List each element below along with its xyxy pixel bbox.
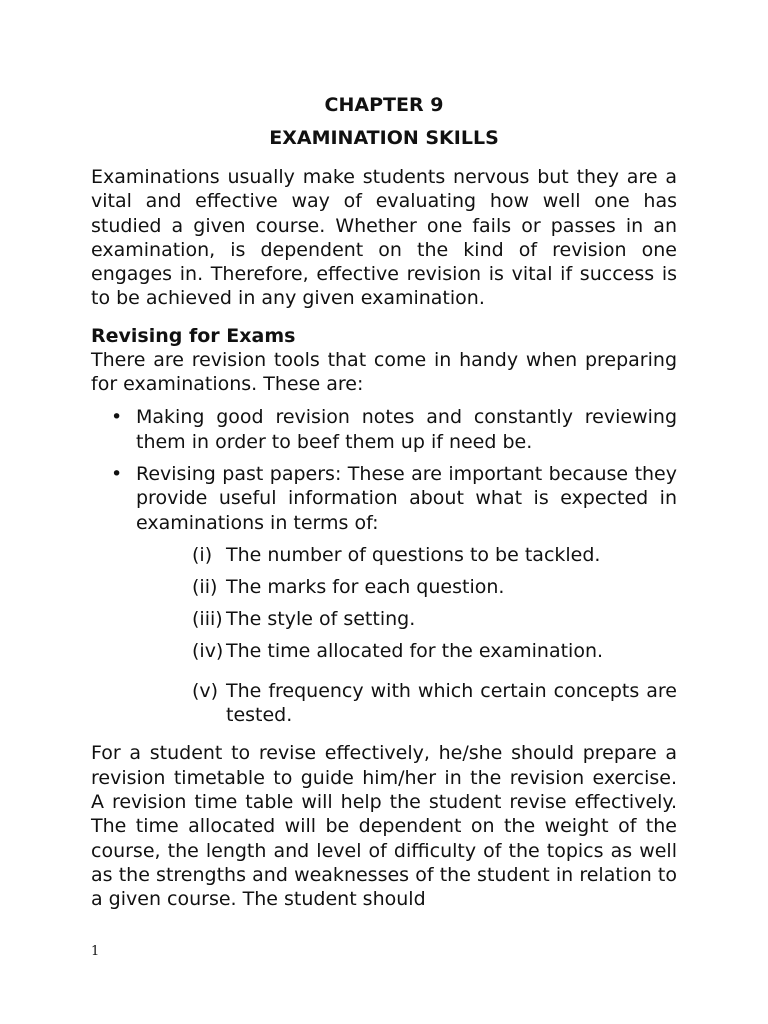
sublist-item xyxy=(136,575,677,599)
sublist-item-text: The style of setting. xyxy=(226,607,416,630)
section-heading: Revising for Exams xyxy=(91,324,296,347)
chapter-title: EXAMINATION SKILLS xyxy=(269,127,499,149)
past-papers-sublist xyxy=(136,543,677,728)
sublist-item-number: (v) xyxy=(192,679,219,702)
bullet-icon: • xyxy=(111,406,123,429)
list-item-text: Revising past papers: These are important because they provide useful information about what is expected in examinations in terms of: xyxy=(136,462,677,534)
closing-paragraph: For a student to revise effectively, he/she should prepare a revision timetable to guide him/her in the revision exercise. A revision time table will help the student revise effectively. The time allocated will be dependent on the weight of the course, the length and level of difficulty of the topics as well as the strengths and weaknesses of the student in relation to a given course. The student should xyxy=(91,742,677,911)
sublist-item-number: (iii) xyxy=(192,607,223,630)
sublist-item xyxy=(136,639,677,663)
sublist-item-text: The frequency with which certain concepts are tested. xyxy=(226,679,677,727)
page-number: 1 xyxy=(91,944,100,959)
chapter-number: CHAPTER 9 xyxy=(324,94,444,116)
list-item xyxy=(91,405,677,454)
revision-tools-list xyxy=(91,405,677,727)
sublist-item xyxy=(136,679,677,728)
sublist-item-text: The marks for each question. xyxy=(226,575,505,598)
sublist-item-number: (i) xyxy=(192,543,213,566)
list-item xyxy=(91,462,677,727)
list-item-text: Making good revision notes and constantly reviewing them in order to beef them up if need be. xyxy=(136,406,677,453)
bullet-icon: • xyxy=(111,462,123,485)
section-lead-paragraph: There are revision tools that come in handy when preparing for examinations. These are: xyxy=(91,348,677,396)
sublist-item-text: The time allocated for the examination. xyxy=(226,639,604,662)
intro-paragraph: Examinations usually make students nervous but they are a vital and effective way of evaluating how well one has studied a given course. Whether one fails or passes in an examination, is dependent on the kind of revision one engages in. Therefore, effective revision is vital if success is to be achieved in any given examination. xyxy=(91,166,677,310)
sublist-item-text: The number of questions to be tackled. xyxy=(226,543,601,566)
sublist-item-number: (ii) xyxy=(192,575,218,598)
sublist-item xyxy=(136,543,677,567)
document-page xyxy=(91,91,677,911)
sublist-item xyxy=(136,607,677,631)
sublist-item-number: (iv) xyxy=(192,639,224,662)
